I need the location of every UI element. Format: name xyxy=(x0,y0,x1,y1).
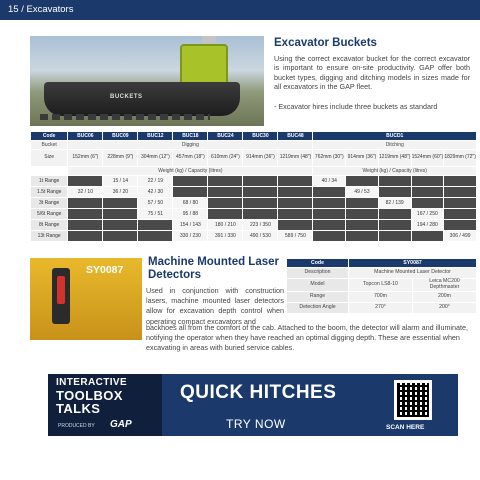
range-cell xyxy=(313,209,346,220)
laser-model-tag: SY0087 xyxy=(86,264,124,276)
laser-row-value: 270° xyxy=(349,302,413,313)
range-cell xyxy=(103,209,138,220)
range-cell xyxy=(278,198,313,209)
range-cell: 42 / 30 xyxy=(138,187,173,198)
range-cell: 36 / 20 xyxy=(103,187,138,198)
range-cell xyxy=(346,209,379,220)
range-cell xyxy=(243,209,278,220)
size-cell: 228mm (9") xyxy=(103,150,138,167)
range-row xyxy=(31,198,477,209)
weight-label-digging: Weight (kg) / Capacity (litres) xyxy=(68,167,313,176)
range-cell xyxy=(346,231,379,242)
laser-row-value: 200° xyxy=(413,302,477,313)
range-cell xyxy=(346,220,379,231)
range-row xyxy=(31,220,477,231)
bucket-teeth xyxy=(40,114,210,120)
code-cell: BUC18 xyxy=(173,132,208,141)
range-cell: 391 / 330 xyxy=(208,231,243,242)
range-cell xyxy=(444,209,477,220)
range-cell xyxy=(243,187,278,198)
produced-by-label: PRODUCED BY xyxy=(58,423,95,429)
range-cell: 22 / 19 xyxy=(138,176,173,187)
page-header: 15 / Excavators xyxy=(0,0,480,20)
range-cell: 194 / 280 xyxy=(411,220,444,231)
range-cell: 95 / 88 xyxy=(173,209,208,220)
laser-code-value: SY0087 xyxy=(349,259,477,268)
weight-row xyxy=(31,167,477,176)
range-cell xyxy=(173,176,208,187)
laser-row xyxy=(287,268,477,279)
range-cell xyxy=(103,231,138,242)
range-cell xyxy=(138,231,173,242)
ditching-label: Ditching xyxy=(313,141,477,150)
range-cell xyxy=(68,220,103,231)
buckets-note: - Excavator hires include three buckets as standard xyxy=(274,102,438,111)
weight-label-ditching: Weight (kg) / Capacity (litres) xyxy=(313,167,477,176)
range-cell xyxy=(103,220,138,231)
range-label: 1.5t Range xyxy=(31,187,68,198)
range-row xyxy=(31,176,477,187)
laser-row xyxy=(287,279,477,292)
range-cell xyxy=(278,220,313,231)
range-cell xyxy=(103,198,138,209)
range-cell: 589 / 750 xyxy=(278,231,313,242)
range-cell: 330 / 230 xyxy=(173,231,208,242)
weight-blank xyxy=(31,167,68,176)
qr-code-icon[interactable] xyxy=(394,380,432,420)
code-cell: BUC12 xyxy=(138,132,173,141)
range-cell xyxy=(411,176,444,187)
bucket-spec-table xyxy=(30,131,477,242)
size-cell: 914mm (36") xyxy=(243,150,278,167)
range-cell xyxy=(444,220,477,231)
laser-code-row xyxy=(287,259,477,268)
bucket-brand-text: BUCKETS xyxy=(110,94,143,100)
range-cell xyxy=(68,231,103,242)
gap-logo: GAP xyxy=(110,419,132,430)
range-cell xyxy=(313,198,346,209)
size-cell: 1524mm (60") xyxy=(411,150,444,167)
range-cell xyxy=(243,198,278,209)
range-cell xyxy=(208,198,243,209)
code-cell: BUC09 xyxy=(103,132,138,141)
range-cell xyxy=(411,187,444,198)
range-cell xyxy=(313,231,346,242)
range-cell xyxy=(444,176,477,187)
range-cell: 167 / 250 xyxy=(411,209,444,220)
buckets-description: Using the correct excavator bucket for the correct excavator is important to ensure on-site productivity. GAP offer both bucket types, digging and ditching models in sizes made for all excavators in the GAP fleet. xyxy=(274,54,470,92)
range-cell xyxy=(444,198,477,209)
bucket-photo xyxy=(30,36,264,126)
try-now-link[interactable]: TRY NOW xyxy=(226,417,286,431)
range-cell: 32 / 10 xyxy=(68,187,103,198)
range-cell xyxy=(313,220,346,231)
range-label: 5/6t Range xyxy=(31,209,68,220)
code-cell: BUC06 xyxy=(68,132,103,141)
range-cell xyxy=(173,187,208,198)
range-cell: 49 / 53 xyxy=(346,187,379,198)
laser-detector-photo xyxy=(30,258,142,340)
range-cell: 154 / 143 xyxy=(173,220,208,231)
size-row xyxy=(31,150,477,167)
range-cell xyxy=(243,176,278,187)
range-cell: 223 / 350 xyxy=(243,220,278,231)
size-cell: 1219mm (48") xyxy=(278,150,313,167)
range-label: 13t Range xyxy=(31,231,68,242)
size-cell: 152mm (6") xyxy=(68,150,103,167)
range-cell xyxy=(346,198,379,209)
laser-row-value: 200m xyxy=(413,291,477,302)
range-cell xyxy=(378,187,411,198)
range-row xyxy=(31,187,477,198)
range-cell xyxy=(411,198,444,209)
buckets-title: Excavator Buckets xyxy=(274,37,377,49)
series-line: INTERACTIVE xyxy=(56,377,128,388)
laser-code-label: Code xyxy=(287,259,349,268)
code-cell: BUC48 xyxy=(278,132,313,141)
size-cell: 1219mm (48") xyxy=(378,150,411,167)
range-cell xyxy=(138,220,173,231)
range-cell xyxy=(378,209,411,220)
code-label: Code xyxy=(31,132,68,141)
range-cell xyxy=(208,187,243,198)
code-cell: BUC30 xyxy=(243,132,278,141)
range-cell xyxy=(278,187,313,198)
laser-description: Used in conjunction with construction lasers, machine mounted laser detectors allow for excavation depth control when operating compact excavators and xyxy=(146,286,284,326)
laser-description-continued: backhoes all from the comfort of the cab. Attached to the boom, the detector will alarm and illuminate, notifying the operator when they have reached an optimal digging depth. These are essential when excavating in areas with buried service cables. xyxy=(146,323,469,353)
size-cell: 1829mm (72") xyxy=(444,150,477,167)
size-cell: 457mm (18") xyxy=(173,150,208,167)
range-cell xyxy=(278,209,313,220)
quick-hitches-banner[interactable] xyxy=(48,374,458,436)
range-cell xyxy=(313,187,346,198)
range-cell: 68 / 80 xyxy=(173,198,208,209)
laser-row xyxy=(287,302,477,313)
range-cell: 306 / 499 xyxy=(444,231,477,242)
range-cell xyxy=(68,198,103,209)
range-cell xyxy=(278,176,313,187)
range-cell: 75 / 51 xyxy=(138,209,173,220)
range-cell xyxy=(208,209,243,220)
laser-row-label: Model xyxy=(287,279,349,292)
range-cell xyxy=(208,176,243,187)
range-cell: 40 / 34 xyxy=(313,176,346,187)
range-cell xyxy=(444,187,477,198)
laser-detector-light xyxy=(57,276,65,304)
laser-row xyxy=(287,291,477,302)
range-row xyxy=(31,209,477,220)
size-cell: 914mm (36") xyxy=(346,150,379,167)
size-cell: 304mm (12") xyxy=(138,150,173,167)
bucket-type-row xyxy=(31,141,477,150)
size-cell: 762mm (30") xyxy=(313,150,346,167)
range-cell xyxy=(68,176,103,187)
laser-row-value: Machine Mounted Laser Detector xyxy=(349,268,477,279)
size-cell: 610mm (24") xyxy=(208,150,243,167)
laser-row-label: Range xyxy=(287,291,349,302)
range-cell xyxy=(346,176,379,187)
laser-spec-table xyxy=(286,258,477,314)
range-cell xyxy=(378,231,411,242)
banner-title: QUICK HITCHES xyxy=(180,382,337,403)
range-cell: 57 / 50 xyxy=(138,198,173,209)
series-line: TOOLBOX xyxy=(56,387,123,403)
bucket-label: Bucket xyxy=(31,141,68,150)
range-cell: 490 / 530 xyxy=(243,231,278,242)
toolbox-talks-logo xyxy=(56,378,127,415)
laser-row-label: Detection Angle xyxy=(287,302,349,313)
range-cell xyxy=(378,176,411,187)
range-row xyxy=(31,231,477,242)
range-cell: 82 / 139 xyxy=(378,198,411,209)
scan-here-label: SCAN HERE xyxy=(386,424,425,431)
range-cell: 180 / 210 xyxy=(208,220,243,231)
series-line: TALKS xyxy=(56,400,101,416)
code-row xyxy=(31,132,477,141)
range-label: 3t Range xyxy=(31,198,68,209)
range-cell xyxy=(68,209,103,220)
code-cell: BUC24 xyxy=(208,132,243,141)
laser-row-value: Topcon LS8-10 xyxy=(349,279,413,292)
laser-row-label: Description xyxy=(287,268,349,279)
range-cell: 15 / 14 xyxy=(103,176,138,187)
range-cell xyxy=(411,231,444,242)
range-cell xyxy=(378,220,411,231)
toolbox-talks-panel xyxy=(48,374,162,436)
laser-title: Machine Mounted Laser Detectors xyxy=(148,256,279,281)
laser-row-value: Leica MC200 Depthmaster xyxy=(413,279,477,292)
code-cell: BUCD1 xyxy=(313,132,477,141)
range-label: 8t Range xyxy=(31,220,68,231)
digging-label: Digging xyxy=(68,141,313,150)
size-label: Size xyxy=(31,150,68,167)
range-label: 1t Range xyxy=(31,176,68,187)
laser-row-value: 700m xyxy=(349,291,413,302)
